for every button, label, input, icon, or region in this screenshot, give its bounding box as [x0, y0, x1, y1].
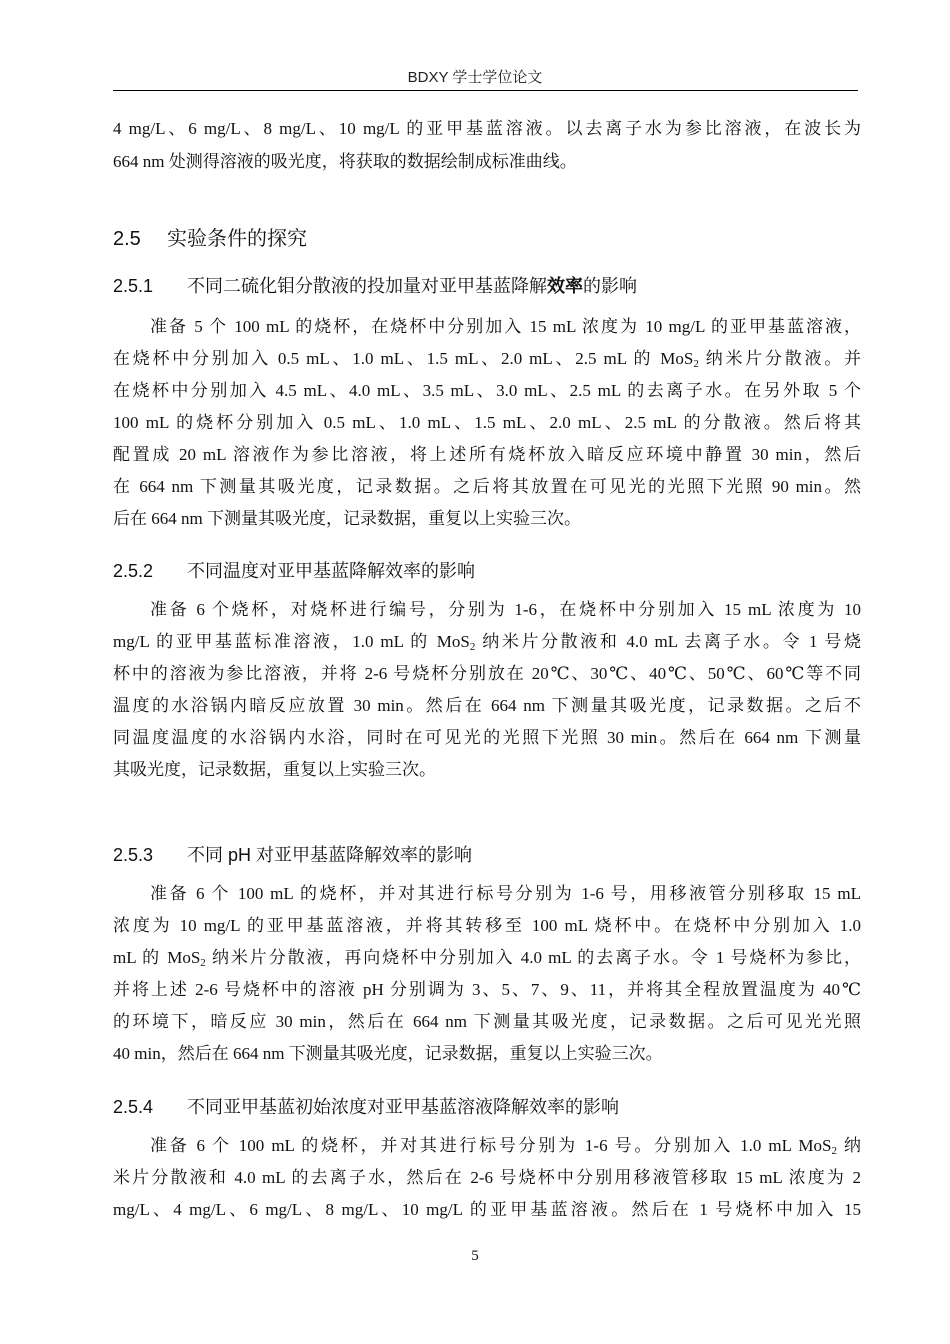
page-header-title: BDXY 学士学位论文 — [407, 69, 543, 86]
subsection-number: 2.5.1 — [113, 276, 154, 296]
subsection-title: 不同二硫化钼分散液的投加量对亚甲基蓝降解 — [187, 276, 547, 296]
subsection-number: 2.5.3 — [113, 845, 154, 865]
paragraph-line: 在烧杯中分别加入 4.5 mL、4.0 mL、3.5 mL、3.0 mL、2.5 mL 的去离子水。在另外取 5 个 — [113, 381, 861, 400]
paragraph-line: 浓度为 10 mg/L 的亚甲基蓝溶液，并将其转移至 100 mL 烧杯中。在烧杯中分别加入 1.0 — [113, 916, 861, 935]
paragraph-line: 40 min，然后在 664 nm 下测量其吸光度，记录数据，重复以上实验三次。 — [113, 1044, 663, 1063]
subsection-title: 不同 pH 对亚甲基蓝降解效率的影响 — [187, 845, 473, 865]
header-divider — [113, 90, 858, 91]
paragraph-line: 后在 664 nm 下测量其吸光度，记录数据，重复以上实验三次。 — [113, 509, 581, 528]
paragraph-line: 并将上述 2-6 号烧杯中的溶液 pH 分别调为 3、5、7、9、11，并将其全程放置温度为 40℃ — [113, 980, 861, 999]
paragraph-line: 100 mL 的烧杯分别加入 0.5 mL、1.0 mL、1.5 mL、2.0 mL、2.5 mL 的分散液。然后将其 — [113, 413, 861, 432]
paragraph-line: 其吸光度，记录数据，重复以上实验三次。 — [113, 760, 436, 779]
paragraph-line: mg/L 的亚甲基蓝标准溶液，1.0 mL 的 MoS$_2$ 纳米片分散液和 4.0 mL 去离子水。令 1 号烧 — [113, 632, 861, 653]
subsection-number: 2.5.4 — [113, 1097, 154, 1117]
paragraph-line: 米片分散液和 4.0 mL 的去离子水，然后在 2-6 号烧杯中分别用移液管移取 15 mL 浓度为 2 — [113, 1168, 861, 1187]
paragraph-line: 的环境下，暗反应 30 min，然后在 664 nm 下测量其吸光度，记录数据。之后可见光光照 — [113, 1012, 861, 1031]
subsection-heading — [113, 557, 475, 583]
section-heading — [113, 222, 307, 251]
page-number: 5 — [471, 1248, 479, 1264]
subsection-title: 不同温度对亚甲基蓝降解效率的影响 — [187, 561, 475, 581]
subsection-heading — [113, 1093, 619, 1119]
paragraph-line: 准备 6 个 100 mL 的烧杯，并对其进行标号分别为 1-6 号，用移液管分别移取 15 mL — [150, 884, 861, 903]
paragraph-line: 配置成 20 mL 溶液作为参比溶液，将上述所有烧杯放入暗反应环境中静置 30 min，然后 — [113, 445, 861, 464]
section-number: 2.5 — [113, 228, 141, 250]
subsection-title-rest: 的影响 — [583, 276, 637, 296]
paragraph-line: 准备 6 个烧杯，对烧杯进行编号，分别为 1-6，在烧杯中分别加入 15 mL 浓度为 10 — [150, 600, 861, 619]
paragraph-line: 4 mg/L、6 mg/L、8 mg/L、10 mg/L 的亚甲基蓝溶液。以去离子水为参比溶液，在波长为 — [113, 119, 861, 138]
paragraph-line: 准备 5 个 100 mL 的烧杯，在烧杯中分别加入 15 mL 浓度为 10 mg/L 的亚甲基蓝溶液， — [150, 317, 861, 336]
subsection-number: 2.5.2 — [113, 561, 154, 581]
subsection-title-bold: 效率 — [547, 276, 583, 296]
paragraph-line: 同温度温度的水浴锅内水浴，同时在可见光的光照下光照 30 min。然后在 664 nm 下测量 — [113, 728, 861, 747]
subsection-heading — [113, 272, 637, 298]
paragraph-line: 准备 6 个 100 mL 的烧杯，并对其进行标号分别为 1-6 号。分别加入 1.0 mL MoS$_2$ 纳 — [150, 1136, 861, 1157]
subsection-title: 不同亚甲基蓝初始浓度对亚甲基蓝溶液降解效率的影响 — [187, 1097, 619, 1117]
paragraph-line: 664 nm 处测得溶液的吸光度，将获取的数据绘制成标准曲线。 — [113, 152, 577, 171]
paragraph-line: 在烧杯中分别加入 0.5 mL、1.0 mL、1.5 mL、2.0 mL、2.5 mL 的 MoS$_2$ 纳米片分散液。并 — [113, 349, 861, 370]
paragraph-line: 温度的水浴锅内暗反应放置 30 min。然后在 664 nm 下测量其吸光度，记录数据。之后不 — [113, 696, 861, 715]
subsection-heading — [113, 841, 472, 867]
paragraph-line: 杯中的溶液为参比溶液，并将 2-6 号烧杯分别放在 20℃、30℃、40℃、50℃、60℃等不同 — [113, 664, 861, 683]
paragraph-line: mL 的 MoS$_2$ 纳米片分散液，再向烧杯中分别加入 4.0 mL 的去离子水。令 1 号烧杯为参比， — [113, 948, 861, 969]
paragraph-line: mg/L、4 mg/L、6 mg/L、8 mg/L、10 mg/L 的亚甲基蓝溶液。然后在 1 号烧杯中加入 15 — [113, 1200, 861, 1219]
section-title: 实验条件的探究 — [167, 228, 307, 250]
paragraph-line: 在 664 nm 下测量其吸光度，记录数据。之后将其放置在可见光的光照下光照 90 min。然 — [113, 477, 861, 496]
